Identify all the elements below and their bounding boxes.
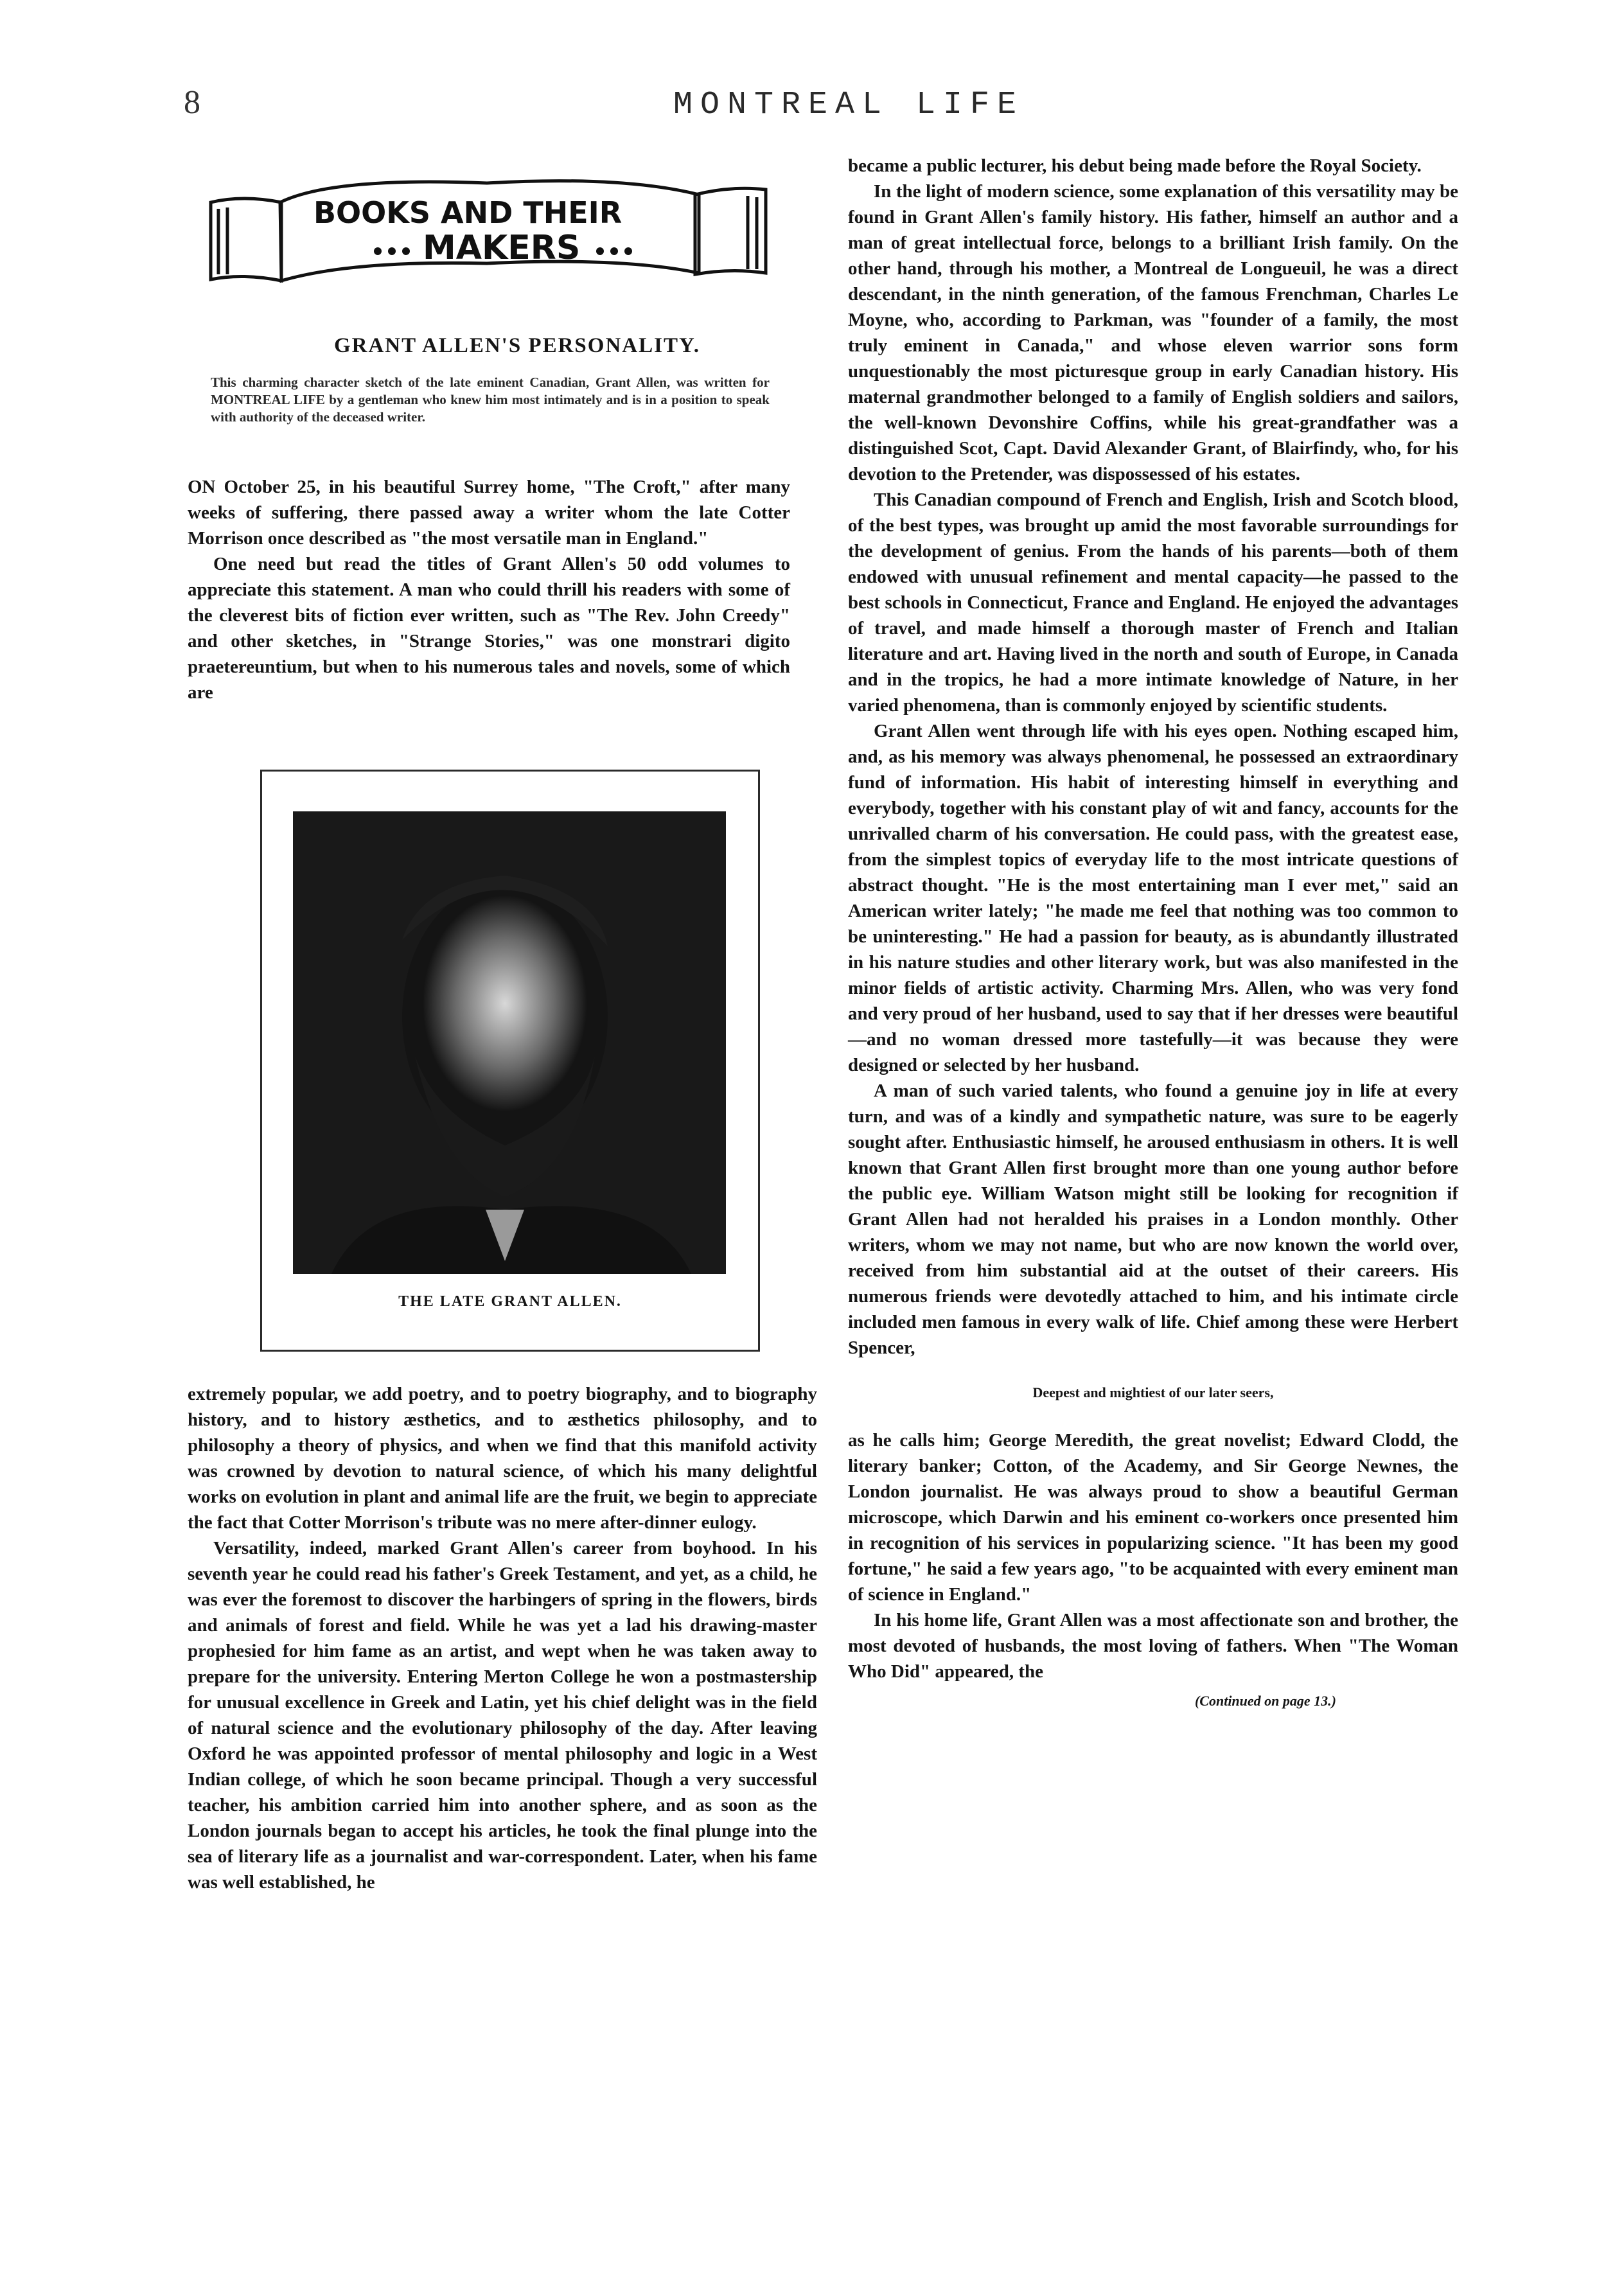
running-head: MONTREAL LIFE [673, 87, 1025, 123]
paragraph: This Canadian compound of French and English, Irish and Scotch blood, of the best types, was brought up amid the most favorable surroundings for the development of genius. From the hands of his parents—both of them endowed with unusual refinement and mental capacity—he passed to the best schools in Connecticut, France and England. He enjoyed the advantages of travel, and made himself a thorough master of French and Italian literature and art. Having lived in the north and south of Europe, in Canada and in the tropics, he had a more intimate knowledge of Nature, in her varied phenomena, than is commonly enjoyed by scientific students. [848, 490, 1458, 716]
paragraph: extremely popular, we add poetry, and to poetry biography, and to biography history, and to history æsthetics, and to æsthetics philosophy, and to philosophy a theory of physics, and when we find that this manifold activity was crowned by devotion to natural science, of which his many delightful works on evolution in plant and animal life are the fruit, we begin to appreciate the fact that Cotter Morrison's tribute was no mere after-dinner eulogy. [188, 1384, 817, 1533]
paragraph: In his home life, Grant Allen was a most affectionate son and brother, the most devoted of husbands, the most loving of fathers. When "The Woman Who Did" appeared, the [848, 1610, 1458, 1682]
right-column [848, 153, 1458, 1714]
banner-line2: MAKERS [423, 229, 581, 267]
verse-quote: Deepest and mightiest of our later seers, [1032, 1384, 1274, 1400]
photo-caption: THE LATE GRANT ALLEN. [398, 1293, 622, 1310]
article-title: GRANT ALLEN'S PERSONALITY. [333, 334, 701, 357]
paragraph: ON October 25, in his beautiful Surrey home, "The Croft," after many weeks of suffering, there passed away a writer whom the late Cotter Morrison once described as "the most versatile man in England." [188, 477, 790, 549]
paragraph: Versatility, indeed, marked Grant Allen's career from boyhood. In his seventh year he could read his father's Greek Testament, and yet, as a child, he was ever the foremost to discover the harbingers of spring in the flowers, birds and animals of forest and field. While he was yet a lad his drawing-master prophesied for him fame as an artist, and wept when he was taken away to prepare for the university. Entering Merton College he won a postmastership for unusual excellence in Greek and Latin, yet his chief delight was in the field of natural science and the evolutionary philosophy of the day. After leaving Oxford he was appointed professor of mental philosophy and logic in a West Indian college, of which he soon became principal. Though a very successful teacher, his ambition carried him into another sphere, and as soon as the London journals began to accept his articles, he took the final plunge into the sea of literary life as a journalist and war-correspondent. Later, when his fame was well established, he [188, 1538, 817, 1893]
paragraph: A man of such varied talents, who found a genuine joy in life at every turn, and was of a kindly and sympathetic nature, was sure to be eagerly sought after. Enthusiastic himself, he aroused enthusiasm in others. It is well known that Grant Allen first brought more than one young author before the public eye. William Watson might still be looking for recognition if Grant Allen had not heralded his praises in a London monthly. Other writers, whom we may not name, but who are now known the world over, received from him substantial aid at the outset of their careers. His numerous friends were devotedly attached to him, and his intimate circle included men famous in every walk of life. Chief among these were Herbert Spencer, [848, 1081, 1458, 1358]
portrait-photo [293, 811, 726, 1274]
page-number: 8 [184, 84, 200, 121]
paragraph: as he calls him; George Meredith, the great novelist; Edward Clodd, the literary banker; Cotton, of the Academy, and Sir George Newnes, the London journalist. He was always proud to show a beautiful German microscope, which Darwin and his eminent co-workers once presented him in recognition of his services in popularizing science. "It has been my good fortune," he said a few years ago, "to be acquainted with every eminent man of science in England." [848, 1430, 1458, 1605]
banner-line1: BOOKS AND THEIR [313, 195, 622, 230]
paragraph: became a public lecturer, his debut being made before the Royal Society. [848, 155, 1422, 176]
left-column-top [188, 474, 790, 705]
paragraph: Grant Allen went through life with his eyes open. Nothing escaped him, and, as his memory was always phenomenal, he possessed an extraordinary fund of information. His habit of interesting himself in everything and everybody, together with his constant play of wit and fancy, accounts for the unrivalled charm of his conversation. He could pass, with the greatest ease, from the simplest topics of everyday life to the most intricate questions of abstract thought. "He is the most entertaining man I ever met," said an American writer lately; "he made me feel that nothing was too common to be uninteresting." He had a passion for beauty, as is abundantly illustrated in his nature studies and other literary work, but was also manifested in the minor fields of artistic activity. Charming Mrs. Allen, who was very fond and very proud of her husband, used to say that if her dresses were beautiful—and no woman dressed more tastefully—it was because they were designed or selected by her husband. [848, 721, 1458, 1075]
paragraph: One need but read the titles of Grant Allen's 50 odd volumes to appreciate this statement. A man who could thrill his readers with some of the cleverest bits of fiction ever written, such as "The Rev. John Creedy" and other sketches, in "Strange Stories," was one monstrari digito praetereuntium, but when to his numerous tales and novels, some of which are [188, 554, 790, 703]
continued-note: (Continued on page 13.) [1194, 1693, 1336, 1709]
left-column-bottom [188, 1381, 817, 1895]
paragraph: In the light of modern science, some explanation of this versatility may be found in Grant Allen's family history. His father, himself an author and a man of great intellectual force, belongs to a brilliant Irish family. On the other hand, through his mother, a Montreal de Longueuil, he was a direct descendant, in the ninth generation, of the famous Frenchman, Charles Le Moyne, who, according to Parkman, was "founder of a family, the most truly eminent in Canada," and whose eleven warrior sons form unquestionably the most picturesque group in early Canadian history. His maternal grandmother belonged to a family of English soldiers and sailors, the well-known Devonshire Coffins, while his great-grandfather was a distinguished Scot, Capt. David Alexander Grant, of Blairfindy, who, for his devotion to the Pretender, was dispossessed of his estates. [848, 181, 1458, 484]
section-banner [204, 164, 772, 292]
article-intro: This charming character sketch of the late eminent Canadian, Grant Allen, was written for MONTREAL LIFE by a gentleman who knew him most intimately and is in a position to speak with authority of the deceased writer. [211, 375, 770, 425]
portrait-frame [260, 770, 760, 1352]
